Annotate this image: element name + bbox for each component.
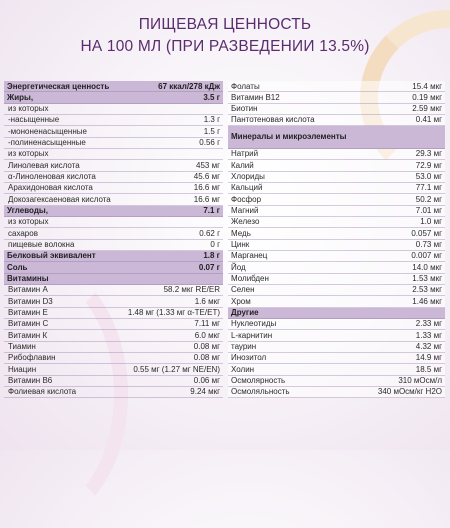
row-value: 18.5 мг bbox=[415, 364, 442, 374]
table-row bbox=[228, 364, 445, 375]
table-row bbox=[4, 364, 223, 375]
nutrition-table-right bbox=[228, 81, 445, 398]
table-row bbox=[4, 217, 223, 228]
row-label: Фолиевая кислота bbox=[8, 387, 77, 397]
table-row bbox=[4, 262, 223, 273]
row-label: Калий bbox=[231, 160, 254, 170]
row-value: 1.0 мг bbox=[420, 217, 442, 227]
row-label: Соль bbox=[7, 262, 28, 272]
table-row bbox=[4, 81, 223, 92]
row-value: 9.24 мкг bbox=[190, 387, 220, 397]
row-label: Углеводы, bbox=[7, 206, 48, 216]
nutrition-table-left bbox=[4, 81, 223, 398]
row-value: 1.46 мкг bbox=[412, 296, 442, 306]
table-row bbox=[4, 183, 223, 194]
row-value: 0.057 мг bbox=[411, 228, 442, 238]
row-label: Осмолярность bbox=[231, 376, 286, 386]
row-value: 0.73 мг bbox=[415, 240, 442, 250]
row-value: 3.5 г bbox=[203, 92, 220, 102]
row-label: Медь bbox=[231, 228, 251, 238]
table-row bbox=[228, 387, 445, 398]
row-value: 16.6 мг bbox=[193, 183, 220, 193]
row-label: Фолаты bbox=[231, 81, 260, 91]
row-label: Селен bbox=[231, 285, 255, 295]
table-row bbox=[228, 376, 445, 387]
table-row bbox=[4, 387, 223, 398]
row-value: 0.08 мг bbox=[193, 353, 220, 363]
row-value: 1.8 г bbox=[203, 251, 220, 261]
row-label: Витамин D3 bbox=[8, 296, 53, 306]
row-label: таурин bbox=[231, 342, 257, 352]
row-value: 7.1 г bbox=[203, 206, 220, 216]
row-label: Жиры, bbox=[7, 92, 34, 102]
row-value: 15.4 мкг bbox=[412, 81, 442, 91]
table-row bbox=[228, 194, 445, 205]
row-label: из которых bbox=[8, 217, 49, 227]
row-label: Железо bbox=[231, 217, 260, 227]
row-label: Магний bbox=[231, 206, 259, 216]
row-value: 4.32 мг bbox=[415, 342, 442, 352]
row-value: 310 мОсм/л bbox=[398, 376, 442, 386]
row-label: -полиненасыщенные bbox=[8, 138, 86, 148]
table-row bbox=[228, 274, 445, 285]
table-row bbox=[228, 92, 445, 103]
row-label: сахаров bbox=[8, 228, 38, 238]
row-value: 6.0 мкг bbox=[194, 330, 220, 340]
row-label: Арахидоновая кислота bbox=[8, 183, 93, 193]
row-label: Пантотеновая кислота bbox=[231, 115, 315, 125]
row-value: 0.55 мг (1.27 мг NE/EN) bbox=[133, 364, 220, 374]
table-row bbox=[228, 149, 445, 160]
row-label: L-карнитин bbox=[231, 330, 273, 340]
table-row bbox=[4, 149, 223, 160]
row-label: -мононенасыщенные bbox=[8, 126, 87, 136]
row-label: Хром bbox=[231, 296, 251, 306]
table-row bbox=[4, 319, 223, 330]
row-value: 67 ккал/278 кДж bbox=[158, 81, 220, 91]
table-row bbox=[4, 251, 223, 262]
row-value: 2.59 мкг bbox=[412, 104, 442, 114]
row-label: Натрий bbox=[231, 149, 259, 159]
row-value: 0.19 мкг bbox=[412, 92, 442, 102]
row-value: 58.2 мкг RE/ER bbox=[163, 285, 220, 295]
table-row bbox=[4, 126, 223, 137]
row-value: 1.6 мкг bbox=[194, 296, 220, 306]
row-value: 29.3 мг bbox=[415, 149, 442, 159]
row-value: 0.007 мг bbox=[411, 251, 442, 261]
row-label: Рибофлавин bbox=[8, 353, 56, 363]
row-value: 453 мг bbox=[196, 160, 220, 170]
row-label: Цинк bbox=[231, 240, 250, 250]
row-value: 1.5 г bbox=[203, 126, 220, 136]
row-label: Хлориды bbox=[231, 172, 265, 182]
table-row bbox=[4, 104, 223, 115]
row-value: 0.41 мг bbox=[415, 115, 442, 125]
row-value: 16.6 мг bbox=[193, 194, 220, 204]
table-row bbox=[228, 81, 445, 92]
row-label: Витамин С bbox=[8, 319, 49, 329]
row-label: Витамин А bbox=[8, 285, 48, 295]
row-value: 0.06 мг bbox=[193, 376, 220, 386]
table-row bbox=[228, 353, 445, 364]
table-row bbox=[228, 330, 445, 341]
row-value: 1.33 мг bbox=[415, 330, 442, 340]
table-row bbox=[228, 228, 445, 239]
row-value: 340 мОсм/кг H2O bbox=[377, 387, 442, 397]
table-row bbox=[228, 285, 445, 296]
table-row bbox=[4, 308, 223, 319]
table-row bbox=[4, 138, 223, 149]
table-row bbox=[4, 92, 223, 103]
table-row bbox=[228, 240, 445, 251]
row-value: 0.56 г bbox=[199, 138, 220, 148]
table-row bbox=[228, 104, 445, 115]
row-label: Нуклеотиды bbox=[231, 319, 277, 329]
row-label: Марганец bbox=[231, 251, 268, 261]
table-row bbox=[228, 319, 445, 330]
table-row bbox=[4, 376, 223, 387]
row-label: Витамин Е bbox=[8, 308, 48, 318]
table-row bbox=[4, 194, 223, 205]
title-line-2: НА 100 МЛ (ПРИ РАЗВЕДЕНИИ 13.5%) bbox=[80, 38, 370, 55]
table-row bbox=[228, 172, 445, 183]
row-label: Инозитол bbox=[231, 353, 267, 363]
row-label: Биотин bbox=[231, 104, 258, 114]
row-label: Холин bbox=[231, 364, 255, 374]
table-row bbox=[4, 160, 223, 171]
row-value: 7.01 мг bbox=[415, 206, 442, 216]
row-label: Другие bbox=[231, 308, 259, 318]
row-label: Ниацин bbox=[8, 364, 37, 374]
table-row bbox=[4, 228, 223, 239]
row-value: 53.0 мг bbox=[415, 172, 442, 182]
row-label: Докозагексаеновая кислота bbox=[8, 194, 111, 204]
table-row bbox=[228, 296, 445, 307]
table-row bbox=[228, 308, 445, 319]
page-title bbox=[0, 14, 450, 58]
row-value: 0.62 г bbox=[199, 228, 220, 238]
row-value: 0.08 мг bbox=[193, 342, 220, 352]
row-value: 45.6 мг bbox=[193, 172, 220, 182]
row-label: Витамин В6 bbox=[8, 376, 53, 386]
row-label: Фосфор bbox=[231, 194, 262, 204]
row-value: 7.11 мг bbox=[194, 319, 220, 329]
row-label: Минералы и микроэлементы bbox=[231, 132, 347, 142]
row-value: 72.9 мг bbox=[415, 160, 442, 170]
row-label: Витамин В12 bbox=[231, 92, 280, 102]
table-row bbox=[228, 126, 445, 149]
row-value: 50.2 мг bbox=[415, 194, 442, 204]
table-row bbox=[4, 172, 223, 183]
row-value: 2.53 мкг bbox=[412, 285, 442, 295]
row-label: Витамины bbox=[7, 274, 49, 284]
row-label: Белковый эквивалент bbox=[7, 251, 96, 261]
row-value: 0 г bbox=[210, 240, 220, 250]
row-label: Линолевая кислота bbox=[8, 160, 80, 170]
row-label: -насыщенные bbox=[8, 115, 60, 125]
table-row bbox=[4, 342, 223, 353]
table-row bbox=[228, 342, 445, 353]
row-label: Йод bbox=[231, 262, 246, 272]
table-row bbox=[4, 330, 223, 341]
row-value: 0.07 г bbox=[198, 262, 220, 272]
row-label: из которых bbox=[8, 104, 49, 114]
row-label: Энергетическая ценность bbox=[7, 81, 110, 91]
row-value: 2.33 мг bbox=[415, 319, 442, 329]
table-row bbox=[4, 285, 223, 296]
row-label: из которых bbox=[8, 149, 49, 159]
table-row bbox=[228, 206, 445, 217]
row-label: α-Линоленовая кислота bbox=[8, 172, 96, 182]
row-value: 1.53 мкг bbox=[412, 274, 442, 284]
table-row bbox=[228, 262, 445, 273]
table-row bbox=[4, 274, 223, 285]
row-label: Тиамин bbox=[8, 342, 36, 352]
table-row bbox=[228, 115, 445, 126]
table-row bbox=[4, 206, 223, 217]
table-row bbox=[228, 217, 445, 228]
table-row bbox=[228, 251, 445, 262]
table-row bbox=[4, 296, 223, 307]
row-value: 1.3 г bbox=[203, 115, 220, 125]
row-label: пищевые волокна bbox=[8, 240, 75, 250]
row-value: 14.0 мкг bbox=[412, 262, 442, 272]
row-label: Осмоляльность bbox=[231, 387, 290, 397]
row-label: Молибден bbox=[231, 274, 269, 284]
table-row bbox=[4, 115, 223, 126]
table-row bbox=[4, 240, 223, 251]
table-row bbox=[228, 160, 445, 171]
row-label: Кальций bbox=[231, 183, 263, 193]
table-row bbox=[4, 353, 223, 364]
row-value: 77.1 мг bbox=[415, 183, 442, 193]
title-line-1: ПИЩЕВАЯ ЦЕННОСТЬ bbox=[138, 16, 312, 33]
row-label: Витамин К bbox=[8, 330, 48, 340]
row-value: 14.9 мг bbox=[415, 353, 442, 363]
table-row bbox=[228, 183, 445, 194]
row-value: 1.48 мг (1.33 мг α-TE/ET) bbox=[127, 308, 220, 318]
